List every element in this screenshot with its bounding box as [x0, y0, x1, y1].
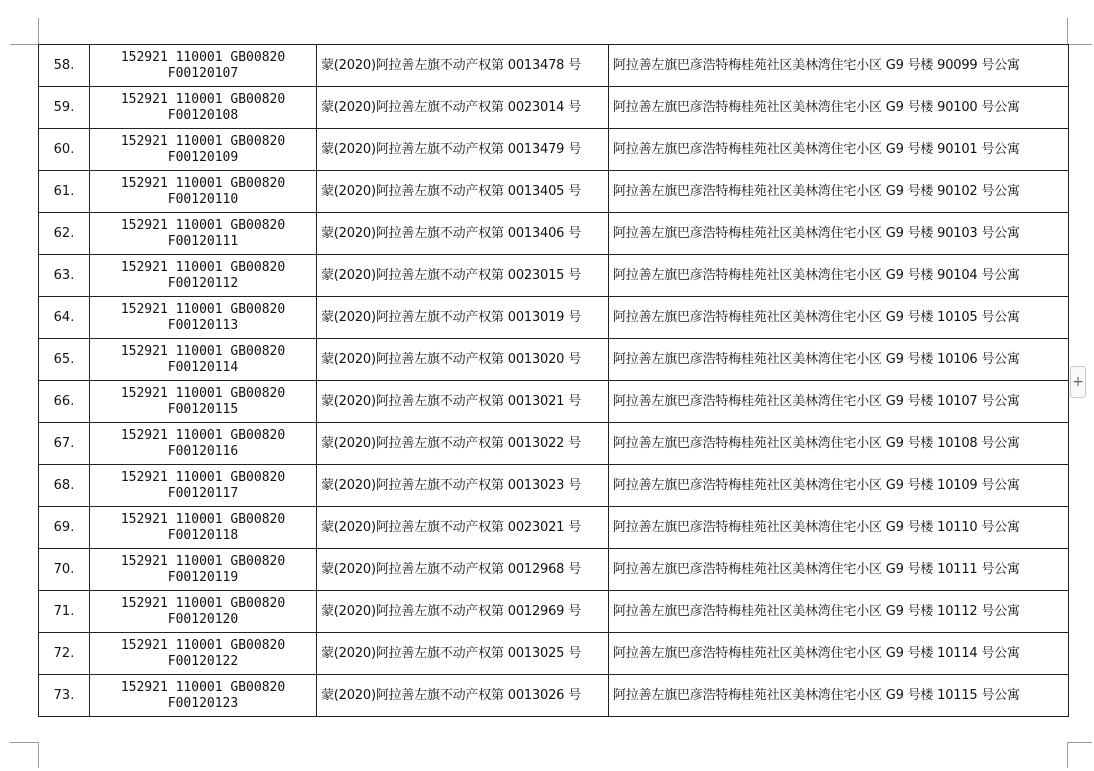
certificate-number-cell[interactable]: 蒙(2020)阿拉善左旗不动产权第 0013022 号 — [317, 423, 609, 465]
row-number[interactable]: 58. — [39, 45, 90, 87]
row-number[interactable]: 67. — [39, 423, 90, 465]
row-number[interactable]: 62. — [39, 213, 90, 255]
table-row — [39, 87, 1069, 129]
crop-mark-top-left-v — [38, 18, 39, 44]
address-cell[interactable]: 阿拉善左旗巴彦浩特梅桂苑社区美林湾住宅小区 G9 号楼 10115 号公寓 — [609, 675, 1069, 717]
parcel-code-line2: F00120107 — [167, 65, 239, 81]
certificate-number-cell[interactable]: 蒙(2020)阿拉善左旗不动产权第 0012969 号 — [317, 591, 609, 633]
row-number[interactable]: 63. — [39, 255, 90, 297]
parcel-code-cell[interactable] — [90, 171, 317, 213]
row-number[interactable]: 68. — [39, 465, 90, 507]
table-row — [39, 297, 1069, 339]
parcel-code-cell[interactable] — [90, 423, 317, 465]
row-number[interactable]: 60. — [39, 129, 90, 171]
parcel-code-line1: 152921 110001 GB00820 — [120, 343, 286, 359]
parcel-code-line2: F00120114 — [167, 359, 239, 375]
certificate-number-cell[interactable]: 蒙(2020)阿拉善左旗不动产权第 0013023 号 — [317, 465, 609, 507]
parcel-code-line1: 152921 110001 GB00820 — [120, 49, 286, 65]
table-row — [39, 591, 1069, 633]
crop-mark-top-right-h — [1068, 44, 1092, 45]
table-body — [39, 45, 1069, 717]
crop-mark-bottom-right-h — [1068, 742, 1092, 743]
parcel-code-cell[interactable] — [90, 213, 317, 255]
certificate-number-cell[interactable]: 蒙(2020)阿拉善左旗不动产权第 0013405 号 — [317, 171, 609, 213]
parcel-code-line2: F00120119 — [167, 569, 239, 585]
parcel-code-line1: 152921 110001 GB00820 — [120, 511, 286, 527]
parcel-code-cell[interactable] — [90, 129, 317, 171]
parcel-code-cell[interactable] — [90, 591, 317, 633]
table-row — [39, 507, 1069, 549]
parcel-code-line2: F00120110 — [167, 191, 239, 207]
parcel-code-line1: 152921 110001 GB00820 — [120, 133, 286, 149]
parcel-code-cell[interactable] — [90, 507, 317, 549]
address-cell[interactable]: 阿拉善左旗巴彦浩特梅桂苑社区美林湾住宅小区 G9 号楼 10112 号公寓 — [609, 591, 1069, 633]
parcel-code-cell[interactable] — [90, 339, 317, 381]
address-cell[interactable]: 阿拉善左旗巴彦浩特梅桂苑社区美林湾住宅小区 G9 号楼 90103 号公寓 — [609, 213, 1069, 255]
crop-mark-top-right-v — [1067, 18, 1068, 44]
parcel-code-line2: F00120115 — [167, 401, 239, 417]
certificate-number-cell[interactable]: 蒙(2020)阿拉善左旗不动产权第 0013020 号 — [317, 339, 609, 381]
parcel-code-line2: F00120120 — [167, 611, 239, 627]
parcel-code-line2: F00120108 — [167, 107, 239, 123]
parcel-code-line1: 152921 110001 GB00820 — [120, 427, 286, 443]
address-cell[interactable]: 阿拉善左旗巴彦浩特梅桂苑社区美林湾住宅小区 G9 号楼 10114 号公寓 — [609, 633, 1069, 675]
address-cell[interactable]: 阿拉善左旗巴彦浩特梅桂苑社区美林湾住宅小区 G9 号楼 90100 号公寓 — [609, 87, 1069, 129]
address-cell[interactable]: 阿拉善左旗巴彦浩特梅桂苑社区美林湾住宅小区 G9 号楼 90104 号公寓 — [609, 255, 1069, 297]
table-row — [39, 675, 1069, 717]
parcel-code-line2: F00120122 — [167, 653, 239, 669]
row-number[interactable]: 65. — [39, 339, 90, 381]
table-row — [39, 549, 1069, 591]
row-number[interactable]: 70. — [39, 549, 90, 591]
address-cell[interactable]: 阿拉善左旗巴彦浩特梅桂苑社区美林湾住宅小区 G9 号楼 10105 号公寓 — [609, 297, 1069, 339]
property-records-table — [38, 44, 1069, 717]
table-row — [39, 213, 1069, 255]
certificate-number-cell[interactable]: 蒙(2020)阿拉善左旗不动产权第 0013021 号 — [317, 381, 609, 423]
table-row — [39, 339, 1069, 381]
parcel-code-line1: 152921 110001 GB00820 — [120, 259, 286, 275]
parcel-code-line2: F00120113 — [167, 317, 239, 333]
address-cell[interactable]: 阿拉善左旗巴彦浩特梅桂苑社区美林湾住宅小区 G9 号楼 10108 号公寓 — [609, 423, 1069, 465]
table-row — [39, 45, 1069, 87]
certificate-number-cell[interactable]: 蒙(2020)阿拉善左旗不动产权第 0023014 号 — [317, 87, 609, 129]
plus-icon: + — [1072, 374, 1084, 390]
parcel-code-cell[interactable] — [90, 297, 317, 339]
row-number[interactable]: 64. — [39, 297, 90, 339]
certificate-number-cell[interactable]: 蒙(2020)阿拉善左旗不动产权第 0013406 号 — [317, 213, 609, 255]
parcel-code-line1: 152921 110001 GB00820 — [120, 595, 286, 611]
parcel-code-cell[interactable] — [90, 633, 317, 675]
certificate-number-cell[interactable]: 蒙(2020)阿拉善左旗不动产权第 0012968 号 — [317, 549, 609, 591]
certificate-number-cell[interactable]: 蒙(2020)阿拉善左旗不动产权第 0013026 号 — [317, 675, 609, 717]
parcel-code-cell[interactable] — [90, 381, 317, 423]
address-cell[interactable]: 阿拉善左旗巴彦浩特梅桂苑社区美林湾住宅小区 G9 号楼 10107 号公寓 — [609, 381, 1069, 423]
parcel-code-line1: 152921 110001 GB00820 — [120, 91, 286, 107]
address-cell[interactable]: 阿拉善左旗巴彦浩特梅桂苑社区美林湾住宅小区 G9 号楼 10110 号公寓 — [609, 507, 1069, 549]
crop-mark-bottom-left-h — [10, 742, 38, 743]
address-cell[interactable]: 阿拉善左旗巴彦浩特梅桂苑社区美林湾住宅小区 G9 号楼 90101 号公寓 — [609, 129, 1069, 171]
add-row-button[interactable] — [1070, 366, 1086, 398]
address-cell[interactable]: 阿拉善左旗巴彦浩特梅桂苑社区美林湾住宅小区 G9 号楼 90099 号公寓 — [609, 45, 1069, 87]
parcel-code-line1: 152921 110001 GB00820 — [120, 553, 286, 569]
parcel-code-cell[interactable] — [90, 675, 317, 717]
table-row — [39, 423, 1069, 465]
parcel-code-line1: 152921 110001 GB00820 — [120, 679, 286, 695]
parcel-code-line2: F00120111 — [167, 233, 239, 249]
table-row — [39, 465, 1069, 507]
parcel-code-line2: F00120109 — [167, 149, 239, 165]
parcel-code-line2: F00120112 — [167, 275, 239, 291]
parcel-code-line2: F00120123 — [167, 695, 239, 711]
table-row — [39, 129, 1069, 171]
parcel-code-line1: 152921 110001 GB00820 — [120, 469, 286, 485]
row-number[interactable]: 71. — [39, 591, 90, 633]
address-cell[interactable]: 阿拉善左旗巴彦浩特梅桂苑社区美林湾住宅小区 G9 号楼 10106 号公寓 — [609, 339, 1069, 381]
row-number[interactable]: 69. — [39, 507, 90, 549]
row-number[interactable]: 59. — [39, 87, 90, 129]
parcel-code-line2: F00120117 — [167, 485, 239, 501]
address-cell[interactable]: 阿拉善左旗巴彦浩特梅桂苑社区美林湾住宅小区 G9 号楼 10109 号公寓 — [609, 465, 1069, 507]
table-row — [39, 171, 1069, 213]
crop-mark-top-left-h — [10, 44, 38, 45]
row-number[interactable]: 73. — [39, 675, 90, 717]
parcel-code-cell[interactable] — [90, 87, 317, 129]
parcel-code-line1: 152921 110001 GB00820 — [120, 301, 286, 317]
parcel-code-cell[interactable] — [90, 549, 317, 591]
parcel-code-cell[interactable] — [90, 255, 317, 297]
parcel-code-line1: 152921 110001 GB00820 — [120, 385, 286, 401]
parcel-code-cell[interactable] — [90, 45, 317, 87]
certificate-number-cell[interactable]: 蒙(2020)阿拉善左旗不动产权第 0013019 号 — [317, 297, 609, 339]
parcel-code-line2: F00120118 — [167, 527, 239, 543]
certificate-number-cell[interactable]: 蒙(2020)阿拉善左旗不动产权第 0023021 号 — [317, 507, 609, 549]
certificate-number-cell[interactable]: 蒙(2020)阿拉善左旗不动产权第 0023015 号 — [317, 255, 609, 297]
row-number[interactable]: 72. — [39, 633, 90, 675]
parcel-code-line1: 152921 110001 GB00820 — [120, 175, 286, 191]
certificate-number-cell[interactable]: 蒙(2020)阿拉善左旗不动产权第 0013478 号 — [317, 45, 609, 87]
crop-mark-bottom-left-v — [38, 742, 39, 768]
table-row — [39, 381, 1069, 423]
address-cell[interactable]: 阿拉善左旗巴彦浩特梅桂苑社区美林湾住宅小区 G9 号楼 90102 号公寓 — [609, 171, 1069, 213]
address-cell[interactable]: 阿拉善左旗巴彦浩特梅桂苑社区美林湾住宅小区 G9 号楼 10111 号公寓 — [609, 549, 1069, 591]
crop-mark-bottom-right-v — [1067, 742, 1068, 768]
parcel-code-line1: 152921 110001 GB00820 — [120, 217, 286, 233]
certificate-number-cell[interactable]: 蒙(2020)阿拉善左旗不动产权第 0013479 号 — [317, 129, 609, 171]
certificate-number-cell[interactable]: 蒙(2020)阿拉善左旗不动产权第 0013025 号 — [317, 633, 609, 675]
parcel-code-cell[interactable] — [90, 465, 317, 507]
parcel-code-line1: 152921 110001 GB00820 — [120, 637, 286, 653]
table-row — [39, 255, 1069, 297]
row-number[interactable]: 61. — [39, 171, 90, 213]
row-number[interactable]: 66. — [39, 381, 90, 423]
parcel-code-line2: F00120116 — [167, 443, 239, 459]
table-row — [39, 633, 1069, 675]
